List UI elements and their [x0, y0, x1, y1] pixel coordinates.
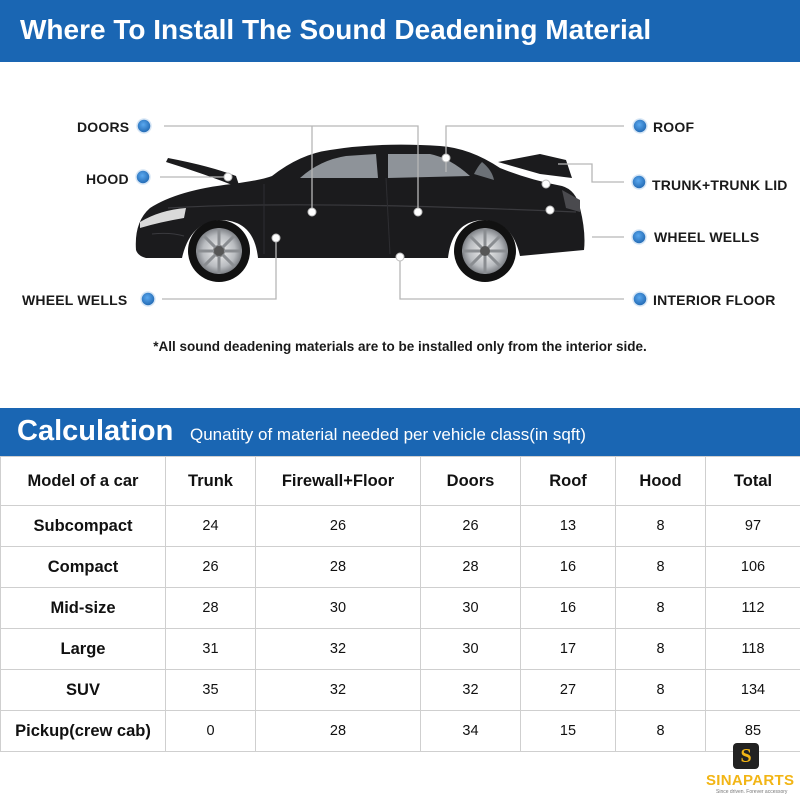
install-diagram [0, 62, 800, 407]
table-row [1, 670, 800, 711]
table-cell: 30 [421, 588, 521, 629]
table-cell: 118 [706, 629, 800, 670]
table-cell: 16 [521, 547, 616, 588]
table-cell: 85 [706, 711, 800, 752]
wheel-wells-dot-icon [141, 292, 155, 306]
table-cell: 34 [421, 711, 521, 752]
doors-marker-icon [308, 208, 316, 216]
table-cell: 8 [616, 670, 706, 711]
table-cell: 32 [256, 629, 421, 670]
rear-wheel [454, 220, 516, 282]
table-cell: 0 [166, 711, 256, 752]
wheel-well-marker-icon [272, 234, 280, 242]
table-cell: 26 [421, 506, 521, 547]
model-cell: Large [1, 629, 166, 670]
table-cell: 8 [616, 547, 706, 588]
roof-dot-icon [633, 119, 647, 133]
front-wheel [188, 220, 250, 282]
logo-mark-icon: S [733, 743, 759, 769]
table-cell: 106 [706, 547, 800, 588]
table-cell: 30 [421, 629, 521, 670]
header-bar [0, 0, 800, 62]
table-cell: 13 [521, 506, 616, 547]
page-title: Where To Install The Sound Deadening Material [20, 14, 652, 45]
table-row [1, 588, 800, 629]
calculation-subtitle: Qunatity of material needed per vehicle class(in sqft) [190, 425, 586, 444]
table-cell: 16 [521, 588, 616, 629]
column-header: Hood [616, 457, 706, 506]
table-row [1, 547, 800, 588]
table-cell: 15 [521, 711, 616, 752]
calculation-bar [0, 408, 800, 456]
roof-marker-icon [442, 154, 450, 162]
model-cell: Compact [1, 547, 166, 588]
table-header-row [1, 457, 800, 506]
hood-marker-icon [224, 173, 232, 181]
column-header: Firewall+Floor [256, 457, 421, 506]
table-cell: 8 [616, 588, 706, 629]
callout-hood: HOOD [86, 171, 129, 187]
column-header: Model of a car [1, 457, 166, 506]
table-cell: 27 [521, 670, 616, 711]
column-header: Total [706, 457, 800, 506]
table-cell: 8 [616, 711, 706, 752]
floor-marker-icon [396, 253, 404, 261]
table-cell: 31 [166, 629, 256, 670]
callout-wheel-wells-left: WHEEL WELLS [22, 292, 128, 308]
column-header: Doors [421, 457, 521, 506]
table-cell: 30 [256, 588, 421, 629]
interior-floor-dot-icon [633, 292, 647, 306]
brand-logo [700, 740, 800, 800]
table-cell: 28 [256, 547, 421, 588]
table-row [1, 506, 800, 547]
doors-dot-icon [137, 119, 151, 133]
table-cell: 28 [421, 547, 521, 588]
table-cell: 112 [706, 588, 800, 629]
trunk-marker-icon [542, 180, 550, 188]
table-cell: 26 [166, 547, 256, 588]
column-header: Roof [521, 457, 616, 506]
callout-trunk: TRUNK+TRUNK LID [652, 177, 788, 193]
model-cell: Subcompact [1, 506, 166, 547]
table-cell: 28 [166, 588, 256, 629]
callout-wheel-wells-right: WHEEL WELLS [654, 229, 760, 245]
wheel-wells-dot-icon [632, 230, 646, 244]
table-cell: 26 [256, 506, 421, 547]
model-cell: Mid-size [1, 588, 166, 629]
install-note: *All sound deadening materials are to be installed only from the interior side. [153, 339, 647, 354]
table-cell: 8 [616, 629, 706, 670]
table-cell: 32 [421, 670, 521, 711]
table-row [1, 711, 800, 752]
table-cell: 97 [706, 506, 800, 547]
calculation-title: Calculation [17, 415, 174, 447]
hood-dot-icon [136, 170, 150, 184]
model-cell: Pickup(crew cab) [1, 711, 166, 752]
table-cell: 134 [706, 670, 800, 711]
table-cell: 35 [166, 670, 256, 711]
logo-name: SINAPARTS [706, 772, 795, 789]
callout-doors: DOORS [77, 119, 130, 135]
model-cell: SUV [1, 670, 166, 711]
table-cell: 24 [166, 506, 256, 547]
column-header: Trunk [166, 457, 256, 506]
table-row [1, 629, 800, 670]
trunk-dot-icon [632, 175, 646, 189]
table-cell: 28 [256, 711, 421, 752]
quantity-table [0, 456, 800, 752]
doors-marker-icon [414, 208, 422, 216]
callout-interior-floor: INTERIOR FLOOR [653, 292, 776, 308]
table-cell: 8 [616, 506, 706, 547]
wheel-well-marker-icon [546, 206, 554, 214]
table-cell: 17 [521, 629, 616, 670]
logo-tagline: Since driven. Forever accessory [716, 789, 788, 795]
table-cell: 32 [256, 670, 421, 711]
callout-roof: ROOF [653, 119, 695, 135]
